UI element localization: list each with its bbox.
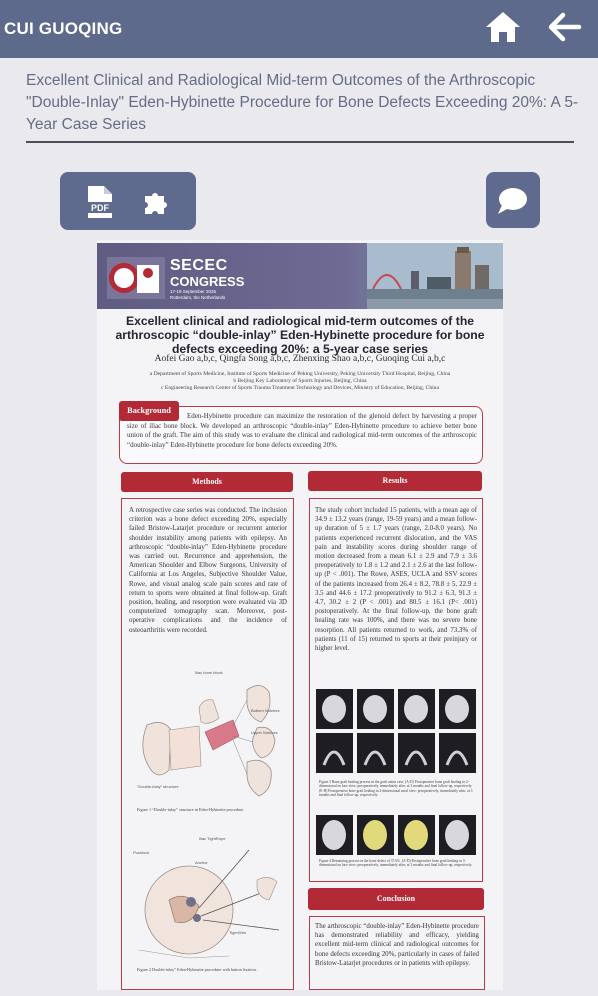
fig1-label-bottom: Bottom Notches: [251, 708, 280, 713]
action-button-group: [60, 172, 196, 230]
app-title: CUI GUOQING: [4, 19, 123, 38]
congress-name-line1: SECEC: [170, 257, 228, 274]
pdf-label: PDF: [91, 203, 109, 213]
background-text: Eden-Hybinette procedure can maximize the restoration of the glenoid defect by harvesting a proper size of iliac bone block. We developed an arthroscopic “double-inlay” Eden-Hybinette procedure to achieve better bone union of the graft. The aim of this study was to evaluate the clinical and radiological mid-term outcomes of the arthroscopic “double-inlay” Eden-Hybinette procedure for bone defects exceeding 20%.: [127, 412, 477, 449]
home-icon[interactable]: [484, 10, 522, 44]
puzzle-icon[interactable]: [142, 188, 170, 216]
figure-4-ct-images: [314, 814, 478, 856]
poster: [97, 240, 503, 990]
figure-4-caption: Figure 4 Remaining process in the bone defect of 37.6%. (A-D) Postoperative bone graft healing in 3-dimensional en face view: preoperatively, immediately after, at 3 months and final follow-up, respectively.: [319, 859, 473, 868]
figure-3-ct-images: [314, 687, 478, 775]
background-heading: Background: [119, 401, 179, 421]
fig2-label-pushlock: Pushlock: [133, 850, 150, 855]
back-arrow-icon[interactable]: [546, 10, 582, 44]
fig2-label-tightrope: Iliac TightRope: [199, 836, 226, 841]
affiliation-b: b Beijing Key Laboratory of Sports Injuries, Beijing, China: [233, 378, 367, 384]
figure-1-illustration: [129, 670, 289, 820]
congress-banner: [97, 243, 503, 309]
conclusion-heading: Conclusion: [308, 888, 484, 910]
poster-affiliations: [105, 371, 495, 392]
article-title: Excellent Clinical and Radiological Mid-term Outcomes of the Arthroscopic "Double-Inlay" Eden-Hybinette Procedure for Bone Defects Exceeding 20%: A 5-Year Case Series: [26, 72, 579, 133]
poster-title: Excellent clinical and radiological mid-term outcomes of the arthroscopic “double-inlay” Eden-Hybinette procedure for bone defects exceeding 20%: a 5-year case series: [115, 314, 485, 356]
fig1-label-structure: “Double-inlay” structure: [137, 784, 179, 789]
results-heading: Results: [308, 471, 482, 491]
chat-bubble-icon[interactable]: [486, 172, 540, 228]
methods-text: A retrospective case series was conducted. The inclusion criterion was a bone defect exceeding 20%, especially failed Bristow-Latarjet procedure or recurrent anterior shoulder instability among patients with epilepsy. An arthroscopic “double-inlay” Eden-Hybinette procedure was carried out. Recurrence and apprehension, the American Shoulder and Elbow Surgeons, University of California at Los Angeles, Subjective Shoulder Value, Rowe, and visual analog scale pain scores and rate of return to sports were obtained at final follow-up. Graft position, healing, and resorption were evaluated via 3D computerized tomography scan. Moreover, post- operative complications and the incidence of osteoarthritis were recorded.: [129, 507, 287, 634]
fig2-label-tigerwire: TigerWire: [229, 930, 247, 935]
fig2-label-anchor: Anchor: [195, 860, 208, 865]
fig1-label-upper: Upper Notches: [251, 730, 278, 735]
results-text: The study cohort included 15 patients, with a mean age of 34.9 ± 13.2 years (range, 19-59 years) and a mean follow-up duration of 5 ± 1.7 years (range, 2.0-8.0 years). No patients experienced recurrent dislocation, and the VAS pain and instability scores during shoulder range of motion decreased from a mean 6.1 ± 2.9 and 7.9 ± 3.6 preoperatively to 1.8 ± 1.2 and 2.1 ± 2.6 at the last follow-up (P < .001). The Rowe, ASES, UCLA and SSV scores of the patients increased from 26.4 ± 8.2, 78.8 ± 5, 22.9 ± 3.5 and 44.6 ± 17.2 preoperatively to 91.2 ± 6.3, 91.3 ± 4.7, 30.2 ± 2 (P < .001) and 80.5 ± 16.1 (P< .001) postoperatively. At the final follow-up, the bone graft healing rate was 100%, and there was no severe bone resorption. All patients returned to work, and 73.3% of patients (11 of 15) returned to sports at their preinjury or higher level.: [315, 507, 477, 653]
figure-3-caption: Figure 3 Bone graft healing process in the graft union case. (A-D) Postoperative bone graft healing in 2-dimensional en face view: preoperatively, immediately after, at 3 months and final follow-up, respectively. (E-H) Postoperative bone graft healing in 2-dimensional axial view: preoperatively, immediately after, at 3 months and final follow-up, respectively.: [319, 780, 473, 798]
city-skyline-image: [367, 243, 503, 309]
congress-dates: 17-19 September 2025: [170, 289, 217, 294]
title-divider: [26, 141, 574, 143]
app-header: [0, 0, 598, 58]
pdf-icon[interactable]: [84, 185, 116, 219]
poster-authors: Aofei Gao a,b,c, Qingfa Song a,b,c, Zhenxing Shao a,b,c, Guoqing Cui a,b,c: [154, 354, 446, 364]
methods-heading: Methods: [121, 472, 293, 492]
affiliation-c: c Engineering Research Center of Sports Trauma Treatment Technology and Devices, Ministry of Education, Beijing, China: [161, 385, 439, 391]
congress-logo-icon: [107, 257, 165, 299]
fig1-label-iliac: Iliac bone block: [195, 670, 223, 675]
congress-location: Rotterdam, the Netherlands: [170, 295, 226, 300]
affiliation-a: a Department of Sports Medicine, Institute of Sports Medicine of Peking University, Peking University Third Hospital, Beijing, China: [149, 371, 451, 377]
figure-2-caption: Figure 2 Double-inlay” Eden-Hybinette procedure with button fixation.: [137, 967, 257, 972]
figure-2-illustration: [129, 830, 289, 970]
congress-name-line2: CONGRESS: [170, 274, 245, 289]
conclusion-text: The arthroscopic “double-inlay” Eden-Hybinette procedure has demonstrated reliability and efficacy, yielding excellent mid-term clinical and radiological outcomes for bone defects exceeding 20%, particularly in cases of failed Bristow-Latarjet procedures or in patients with epilepsy.: [315, 923, 479, 967]
figure-1-caption: Figure 1 “Double-inlay” structure in Eden-Hybinette procedure.: [137, 807, 245, 812]
